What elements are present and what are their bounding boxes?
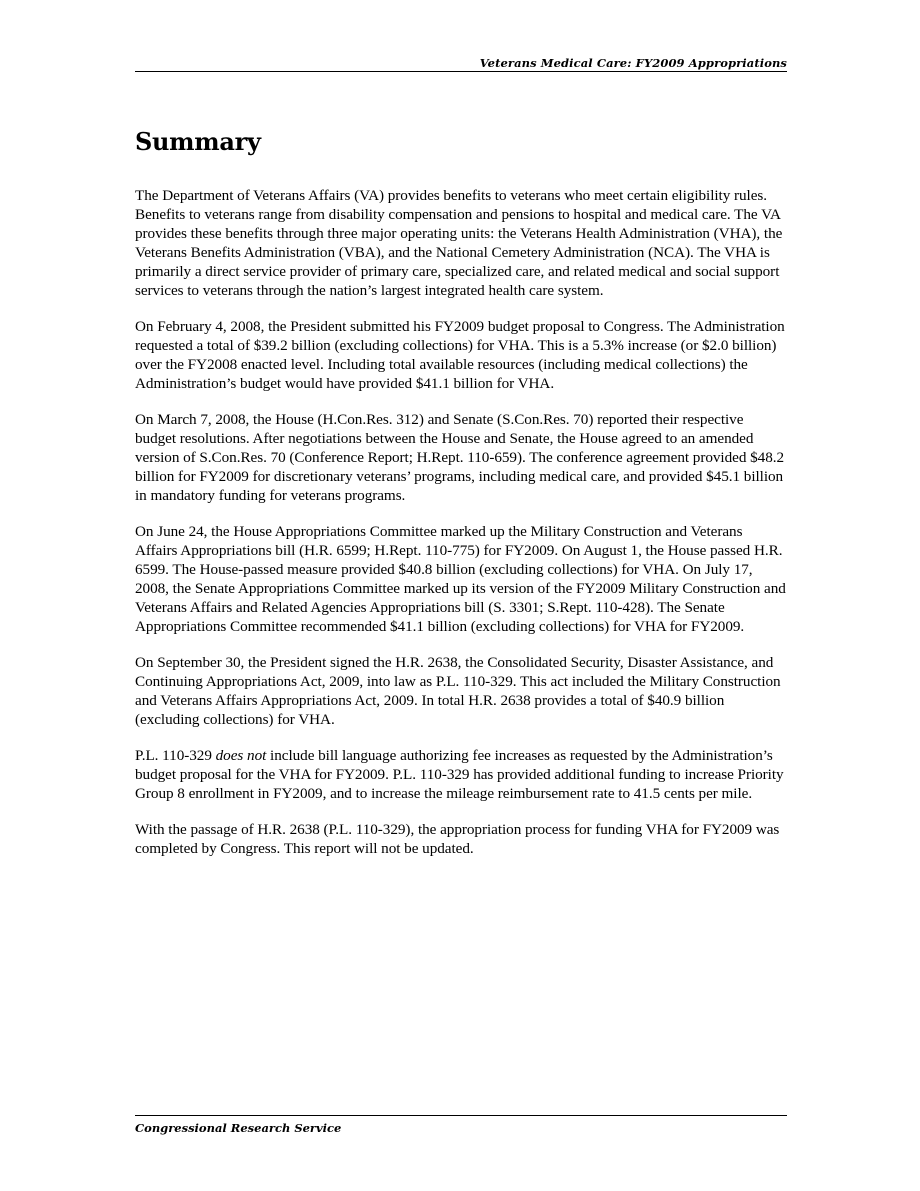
- paragraph-fee-language-lead: P.L. 110-329: [135, 747, 216, 764]
- section-title: Summary: [135, 127, 261, 156]
- running-header: Veterans Medical Care: FY2009 Appropriations: [135, 56, 787, 72]
- paragraph-fee-language-emphasis: does not: [215, 747, 267, 764]
- paragraph-appropriations-bills: On June 24, the House Appropriations Committee marked up the Military Construction and Veterans Affairs Appropriations bill (H.R. 6599; H.Rept. 110-775) for FY2009. On August 1, the House passed H.R. 6599. The House-passed measure provided $40.8 billion (excluding collections) for VHA. On July 17, 2008, the Senate Appropriations Committee marked up its version of the FY2009 Military Construction and Veterans Affairs and Related Agencies Appropriations bill (S. 3301; S.Rept. 110-428). The Senate Appropriations Committee recommended $41.1 billion (excluding collections) for VHA for FY2009.: [135, 523, 786, 635]
- paragraph-budget-proposal: On February 4, 2008, the President submitted his FY2009 budget proposal to Congress. The Administration requested a total of $39.2 billion (excluding collections) for VHA. This is a 5.3% increase (or $2.0 billion) over the FY2008 enacted level. Including total available resources (including medical collections) the Administration’s budget would have provided $41.1 billion for VHA.: [135, 318, 785, 392]
- main-content: [135, 122, 787, 875]
- paragraph-overview: The Department of Veterans Affairs (VA) provides benefits to veterans who meet certain eligibility rules. Benefits to veterans range from disability compensation and pensions to hospital and medical care. The VA provides these benefits through three major operating units: the Veterans Health Administration (VHA), the Veterans Benefits Administration (VBA), and the National Cemetery Administration (NCA). The VHA is primarily a direct service provider of primary care, specialized care, and related medical and social support services to veterans through the nation’s largest integrated health care system.: [135, 187, 783, 299]
- paragraph-conclusion: With the passage of H.R. 2638 (P.L. 110-329), the appropriation process for funding VHA for FY2009 was completed by Congress. This report will not be updated.: [135, 821, 780, 857]
- paragraph-law-signed: On September 30, the President signed the H.R. 2638, the Consolidated Security, Disaster Assistance, and Continuing Appropriations Act, 2009, into law as P.L. 110-329. This act included the Military Construction and Veterans Affairs Appropriations Act, 2009. In total H.R. 2638 provides a total of $40.9 billion (excluding collections) for VHA.: [135, 654, 781, 728]
- paragraph-fee-language-rest: include bill language authorizing fee increases as requested by the Administration’s budget proposal for the VHA for FY2009. P.L. 110-329 has provided additional funding to increase Priority Group 8 enrollment in FY2009, and to increase the mileage reimbursement rate to 41.5 cents per mile.: [135, 747, 784, 802]
- paragraph-budget-resolutions: On March 7, 2008, the House (H.Con.Res. 312) and Senate (S.Con.Res. 70) reported their respective budget resolutions. After negotiations between the House and Senate, the House agreed to an amended version of S.Con.Res. 70 (Conference Report; H.Rept. 110-659). The conference agreement provided $48.2 billion for FY2009 for discretionary veterans’ programs, including medical care, and provided $45.1 billion in mandatory funding for veterans programs.: [135, 411, 785, 504]
- paragraph-fee-language: [135, 746, 787, 803]
- running-footer: Congressional Research Service: [135, 1115, 787, 1135]
